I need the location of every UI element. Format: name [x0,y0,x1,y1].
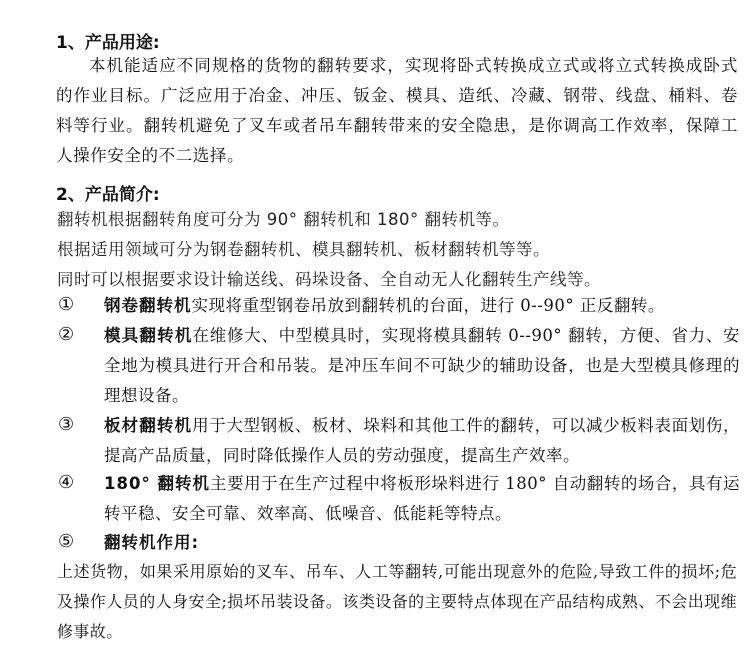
item-marker: ② [58,324,75,345]
item-title: 翻转机作用: [104,533,200,552]
closing-paragraph: 上述货物，如果采用原始的叉车、吊车、人工等翻转,可能出现意外的危险,导致工件的损坏;危及操作人员的人身安全;损坏吊装设备。该类设备的主要特点体现在产品结构成熟、不会出现维修事故。 [57,562,737,641]
item-title: 板材翻转机 [104,416,193,435]
item-text: 主要用于在生产过程中将板形垛料进行 180° 自动翻转的场合，具有运转平稳、安全可靠、效率高、低噪音、低能耗等特点。 [104,474,741,523]
item-text: 用于大型钢板、板材、垛料和其他工件的翻转，可以减少板料表面划伤，提高产品质量，同时降低操作人员的劳动强度，提高生产效率。 [104,416,740,465]
item-marker: ④ [58,472,75,493]
section-2-heading: 2、产品简介: [56,185,160,205]
section-1-body: 本机能适应不同规格的货物的翻转要求，实现将卧式转换成立式或将立式转换成卧式的作业目标。广泛应用于冶金、冲压、钣金、模具、造纸、冷藏、钢带、线盘、桶料、卷料等行业。翻转机避免了叉车或者吊车翻转带来的安全隐患，是你调高工作效率，保障工人操作安全的不二选择。 [56,56,738,165]
intro-line-2: 根据适用领域可分为钢卷翻转机、模具翻转机、板材翻转机等等。 [57,240,550,259]
item-marker: ⑤ [58,531,75,552]
item-text: 在维修大、中型模具时，实现将模具翻转 0--90° 翻转，方便、省力、安全地为模具进行开合和吊装。是冲压车间不可缺少的辅助设备，也是大型模具修理的理想设备。 [104,326,740,405]
intro-line-1: 翻转机根据翻转角度可分为 90° 翻转机和 180° 翻转机等。 [57,210,510,229]
item-marker: ① [58,294,75,315]
item-marker: ③ [58,414,75,435]
item-title: 钢卷翻转机 [104,296,192,315]
item-title: 模具翻转机 [104,326,193,345]
section-1-heading: 1、产品用途: [56,33,160,53]
intro-line-3: 同时可以根据要求设计输送线、码垛设备、全自动无人化翻转生产线等。 [57,270,601,289]
item-title: 180° 翻转机 [104,474,211,493]
item-text: 实现将重型钢卷吊放到翻转机的台面，进行 0--90° 正反翻转。 [191,296,665,315]
